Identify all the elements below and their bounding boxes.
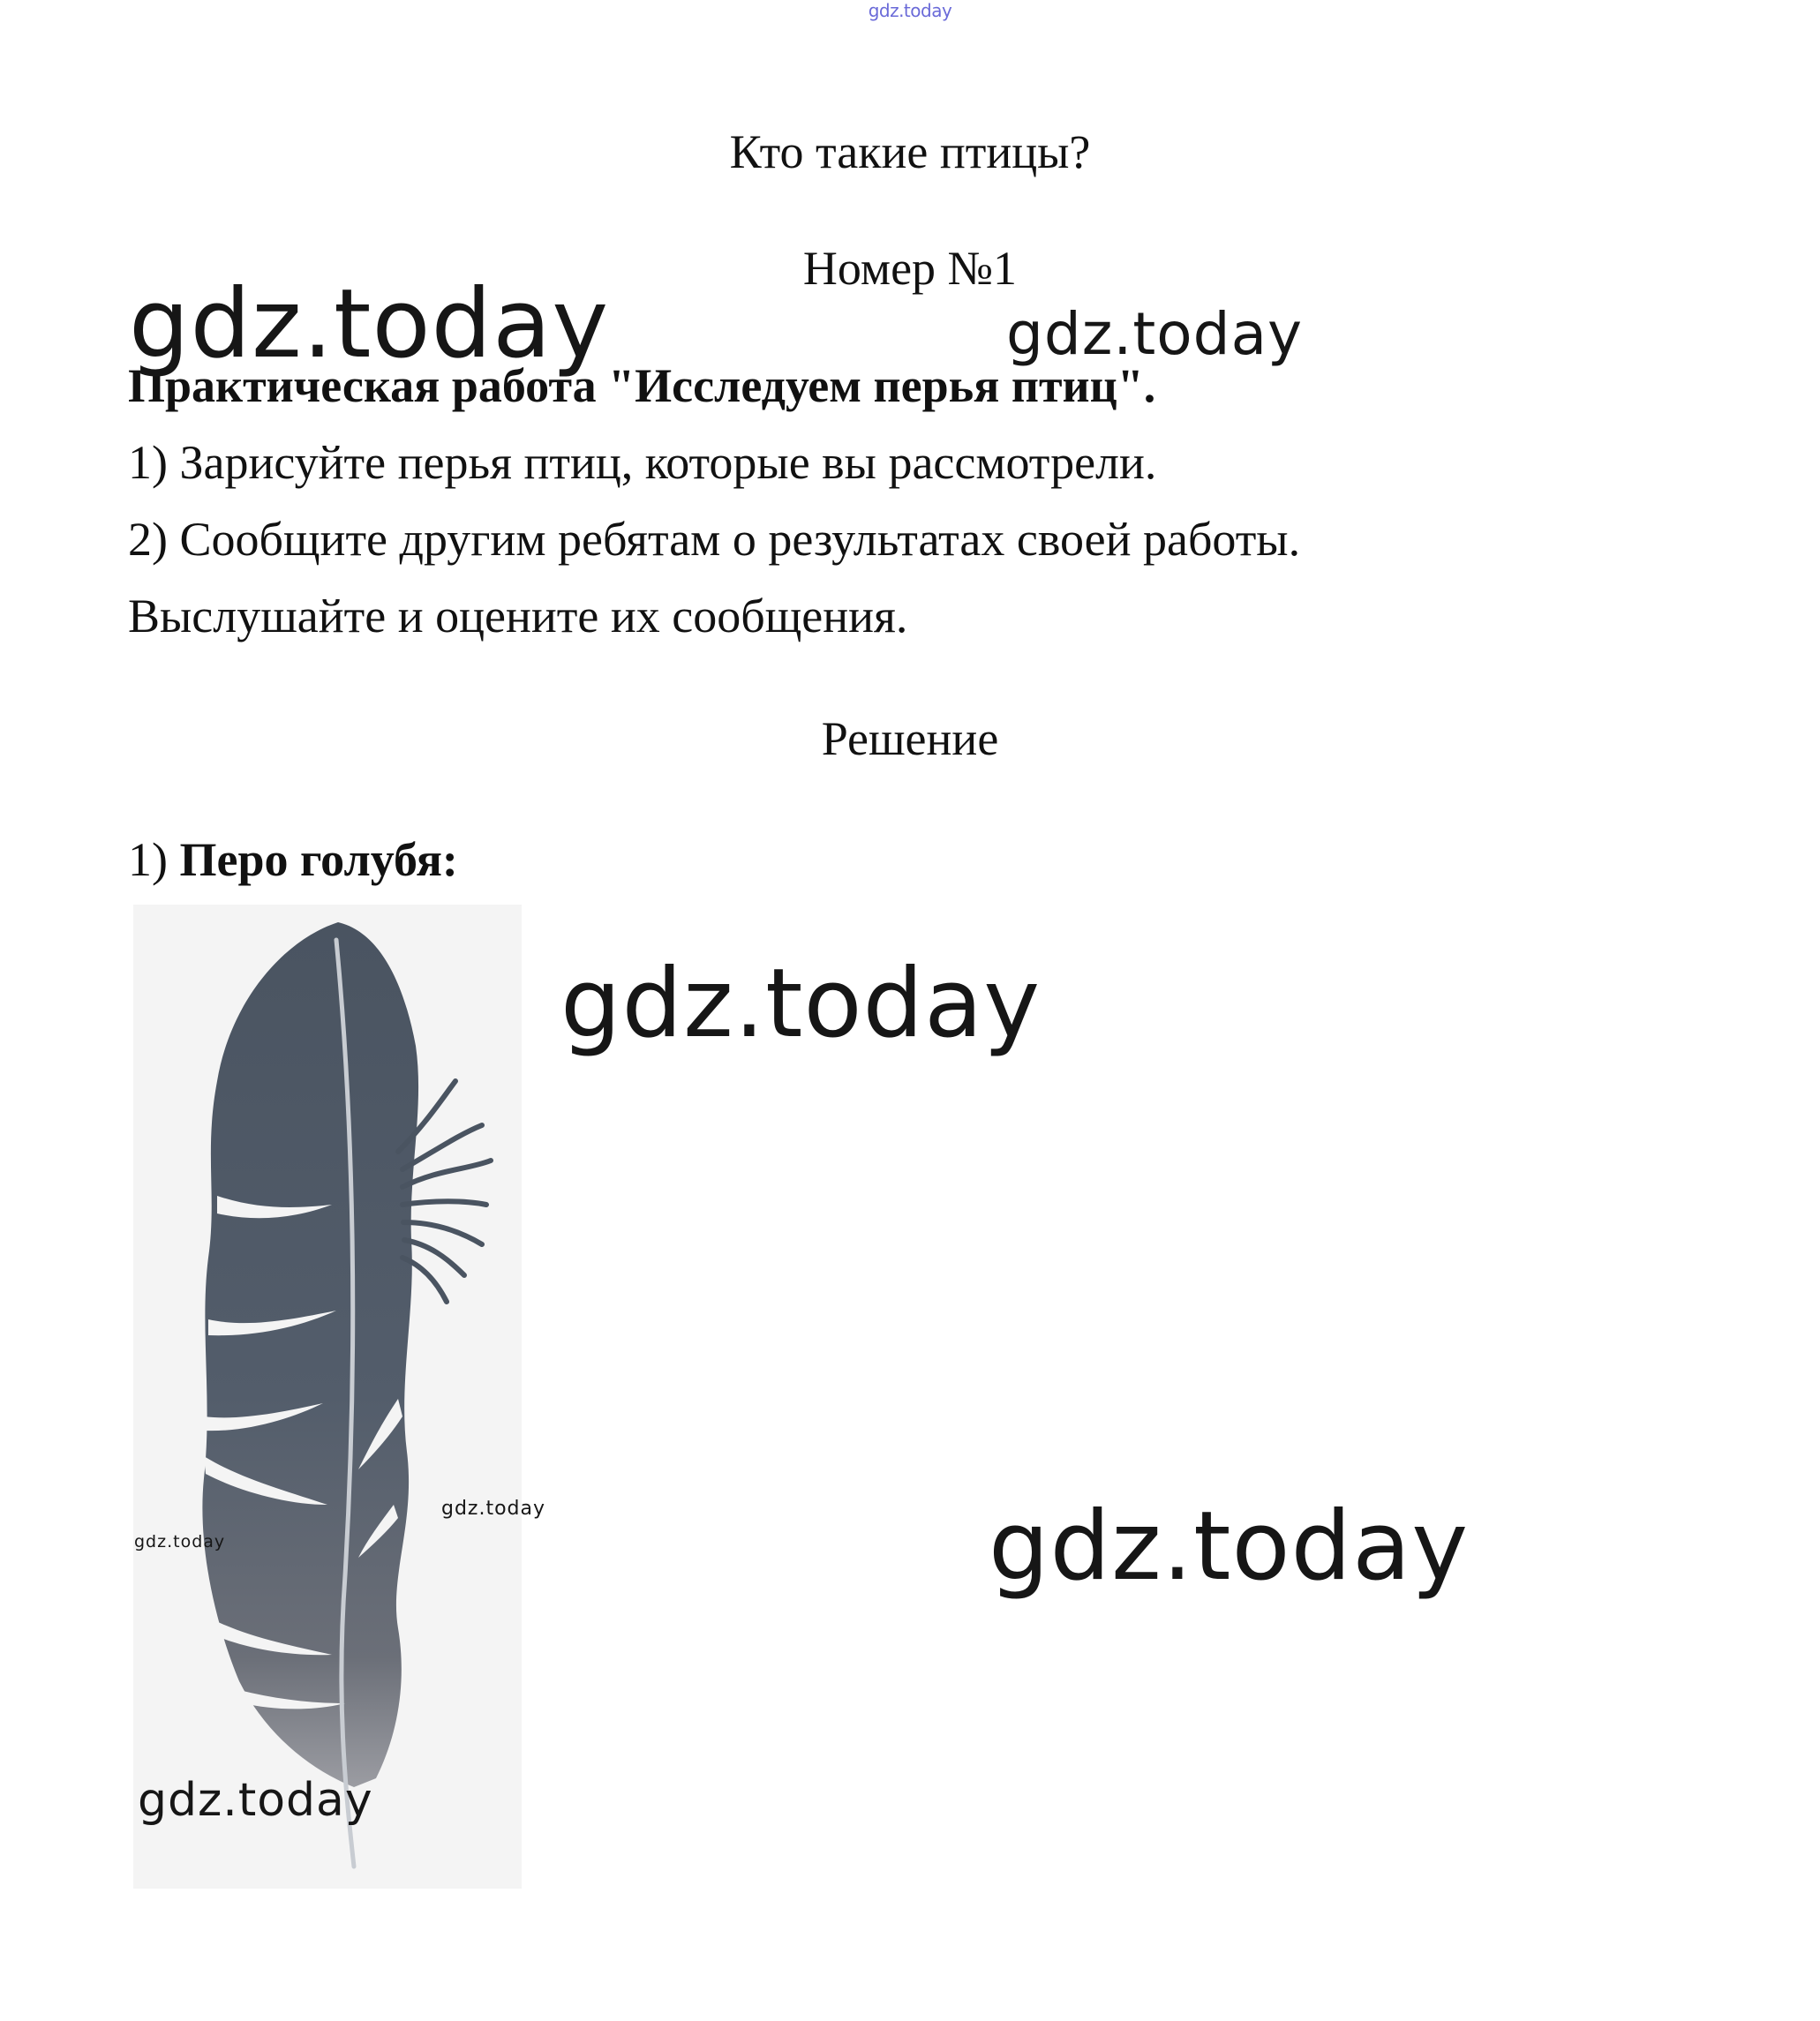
watermark: gdz.today xyxy=(129,269,610,379)
header-site-link[interactable]: gdz.today xyxy=(868,0,952,21)
task-heading: Практическая работа "Исследуем перья птиц". xyxy=(128,359,1156,412)
answer-label: Перо голубя: xyxy=(179,833,458,886)
answer-line xyxy=(128,831,458,888)
exercise-number: Номер №1 xyxy=(802,242,1018,295)
watermark: gdz.today xyxy=(138,1774,373,1827)
feather-photo xyxy=(133,905,522,1889)
task-item-3: Выслушайте и оцените их сообщения. xyxy=(128,590,908,642)
answer-number: 1) xyxy=(128,833,168,886)
watermark: gdz.today xyxy=(989,1491,1470,1602)
watermark: gdz.today xyxy=(441,1498,546,1520)
feather-illustration xyxy=(133,905,522,1889)
solution-heading: Решение xyxy=(821,712,999,765)
feather-vane xyxy=(202,922,418,1787)
task-item-2: 2) Сообщите другим ребятам о результатах своей работы. xyxy=(128,513,1301,566)
task-item-1: 1) Зарисуйте перья птиц, которые вы рассмотрели. xyxy=(128,436,1157,489)
watermark: gdz.today xyxy=(560,949,1042,1059)
watermark: gdz.today xyxy=(1006,300,1304,368)
watermark: gdz.today xyxy=(134,1532,226,1551)
page-title: Кто такие птицы? xyxy=(729,125,1091,178)
